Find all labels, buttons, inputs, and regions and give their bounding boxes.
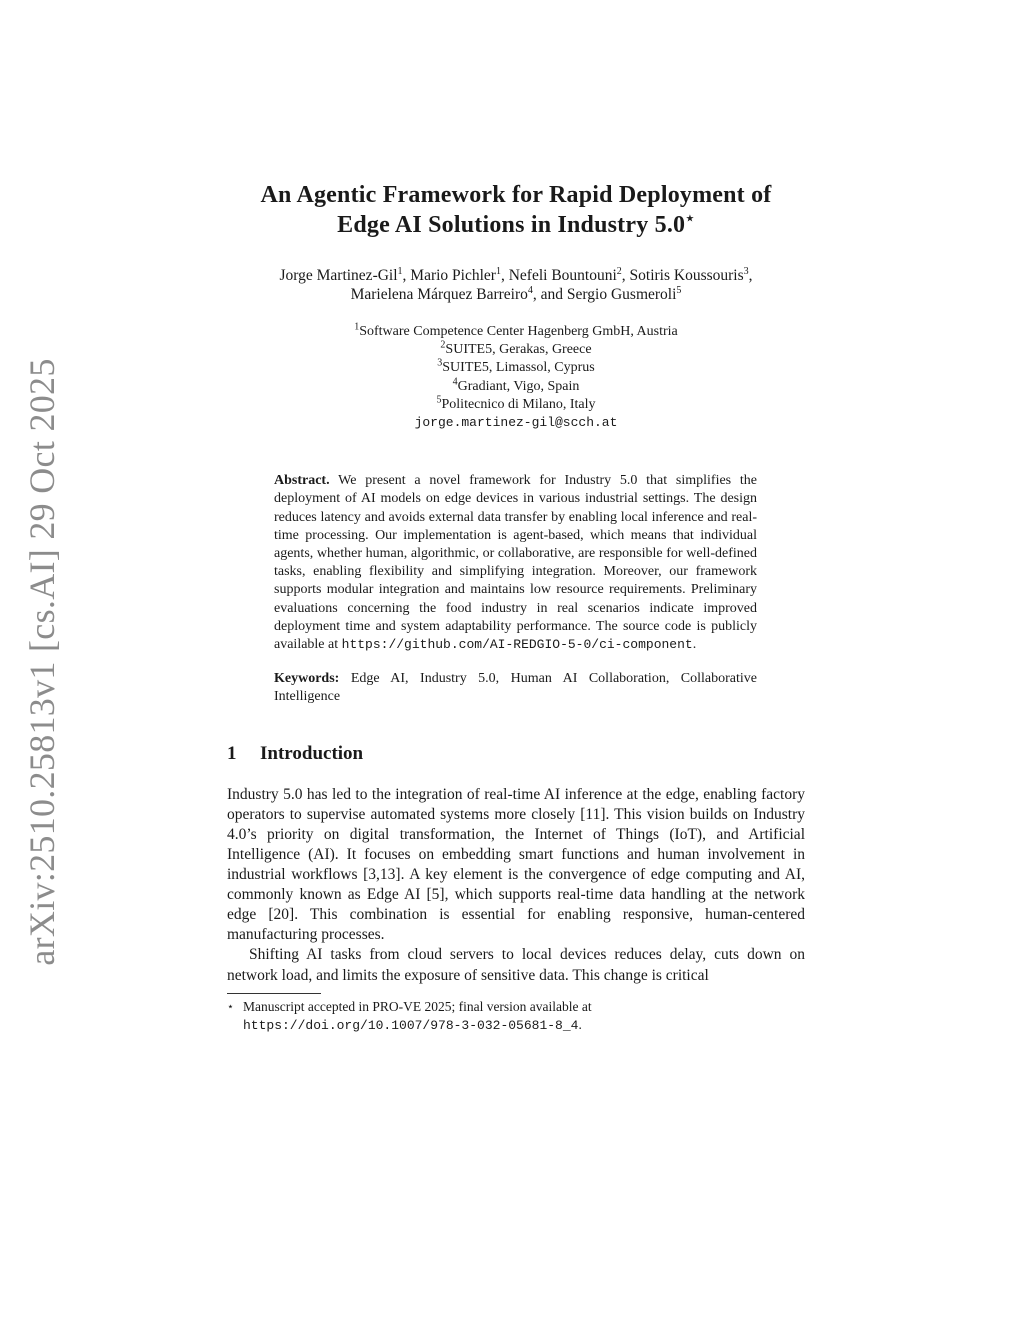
author-affiliation-mark: 2 bbox=[616, 265, 622, 277]
abstract-text: We present a novel framework for Industry 5.0 that simplifies the deployment of AI models on edge devices in various industrial settings. The design reduces latency and avoids external data transfer by enabling local inference and real-time processing. Our implementation is agent-based, which means that individual agents, whether human, algorithmic, or collaborative, are responsible for well-defined tasks, enabling flexibility and simplifying integration. Moreover, our framework supports modular integration and maintains low resource requirements. Preliminary evaluations concerning the food industry in real scenarios indicate improved deployment time and system adaptability performance. The source code is publicly available at bbox=[274, 473, 757, 653]
section-heading-introduction bbox=[227, 743, 805, 765]
footnote-divider bbox=[227, 993, 321, 994]
author-list bbox=[227, 266, 805, 304]
title-line-2-text: Edge AI Solutions in Industry 5.0 bbox=[337, 212, 686, 238]
author-affiliation-mark: 1 bbox=[495, 265, 501, 277]
doi-link[interactable]: https://doi.org/10.1007/978-3-032-05681-8_4 bbox=[243, 1017, 579, 1033]
abstract-end: . bbox=[692, 637, 697, 653]
author-separator: , bbox=[500, 267, 509, 284]
affiliation-item bbox=[227, 359, 805, 377]
author-separator: , bbox=[402, 267, 411, 284]
author-affiliation-mark: 1 bbox=[397, 265, 403, 277]
title-line-2 bbox=[227, 210, 805, 240]
author-name: Nefeli Bountouni bbox=[508, 267, 617, 284]
title-line-1: An Agentic Framework for Rapid Deployment of bbox=[260, 182, 772, 208]
affiliation-mark: 2 bbox=[440, 339, 446, 351]
affiliation-list bbox=[227, 323, 805, 432]
footnote-end: . bbox=[578, 1016, 582, 1032]
footnote-text: Manuscript accepted in PRO-VE 2025; final version available at bbox=[243, 998, 592, 1014]
affiliation-mark: 4 bbox=[452, 375, 458, 387]
affiliation-item bbox=[227, 375, 805, 396]
author-separator: , bbox=[621, 267, 630, 284]
keywords-block bbox=[274, 670, 757, 706]
footnote-mark: ⋆ bbox=[227, 1000, 234, 1013]
author-name: Sotiris Koussouris bbox=[629, 267, 744, 284]
author-name: Marielena Márquez Barreiro bbox=[350, 286, 528, 303]
author-separator: , bbox=[748, 267, 753, 284]
abstract-block bbox=[274, 472, 757, 654]
body-paragraph: Shifting AI tasks from cloud servers to local devices reduces delay, cuts down on network load, and limits the exposure of sensitive data. This change is critical bbox=[227, 946, 805, 984]
affiliation-mark: 1 bbox=[354, 321, 360, 333]
title-footnote-mark[interactable]: ⋆ bbox=[685, 211, 695, 227]
author-affiliation-mark: 3 bbox=[743, 265, 749, 277]
affiliation-text: SUITE5, Gerakas, Greece bbox=[445, 342, 592, 358]
keywords-text: Edge AI, Industry 5.0, Human AI Collaboration, Collaborative Intelligence bbox=[274, 671, 758, 705]
affiliation-text: Politecnico di Milano, Italy bbox=[441, 396, 596, 412]
contact-email[interactable]: jorge.martinez-gil@scch.at bbox=[414, 415, 618, 431]
abstract-label: Abstract. bbox=[274, 473, 330, 489]
affiliation-text: Gradiant, Vigo, Spain bbox=[457, 378, 580, 394]
introduction-body bbox=[227, 785, 805, 986]
affiliation-item bbox=[227, 323, 805, 341]
title-footnote bbox=[227, 998, 805, 1035]
author-line-2 bbox=[227, 285, 805, 304]
affiliation-text: Software Competence Center Hagenberg GmbH, Austria bbox=[359, 324, 678, 339]
paper-first-page bbox=[227, 180, 805, 1035]
affiliation-mark: 3 bbox=[437, 357, 443, 369]
affiliation-item bbox=[227, 396, 805, 414]
affiliation-item bbox=[227, 341, 805, 359]
source-code-link[interactable]: https://github.com/AI-REDGIO-5-0/ci-component bbox=[341, 637, 693, 653]
body-paragraph: Industry 5.0 has led to the integration of real-time AI inference at the edge, enabling factory operators to supervise automated systems more closely [11]. This vision builds on Industry 4.0’s priority on digital transformation, the Internet of Things (IoT), and Artificial Intelligence (AI). It focuses on embedding smart functions and human involvement in industrial workflows [3,13]. A key element is the convergence of edge computing and AI, commonly known as Edge AI [5], which supports real-time data handling at the network edge [20]. This combination is essential for enabling responsive, human-centered manufacturing processes. bbox=[227, 785, 805, 944]
paper-title bbox=[227, 180, 805, 240]
section-number: 1 bbox=[227, 742, 237, 764]
author-name: Jorge Martinez-Gil bbox=[279, 267, 398, 284]
author-affiliation-mark: 5 bbox=[676, 284, 682, 296]
arxiv-identifier-stamp: arXiv:2510.25813v1 [cs.AI] 29 Oct 2025 bbox=[22, 358, 62, 966]
author-line-1 bbox=[227, 266, 805, 285]
affiliation-mark: 5 bbox=[436, 394, 442, 406]
author-separator: , and bbox=[532, 286, 567, 303]
section-title: Introduction bbox=[260, 742, 364, 764]
author-name: Sergio Gusmeroli bbox=[566, 286, 677, 303]
affiliation-text: SUITE5, Limassol, Cyprus bbox=[442, 360, 595, 376]
keywords-label: Keywords: bbox=[274, 671, 340, 687]
author-name: Mario Pichler bbox=[410, 267, 496, 284]
author-affiliation-mark: 4 bbox=[527, 284, 533, 296]
